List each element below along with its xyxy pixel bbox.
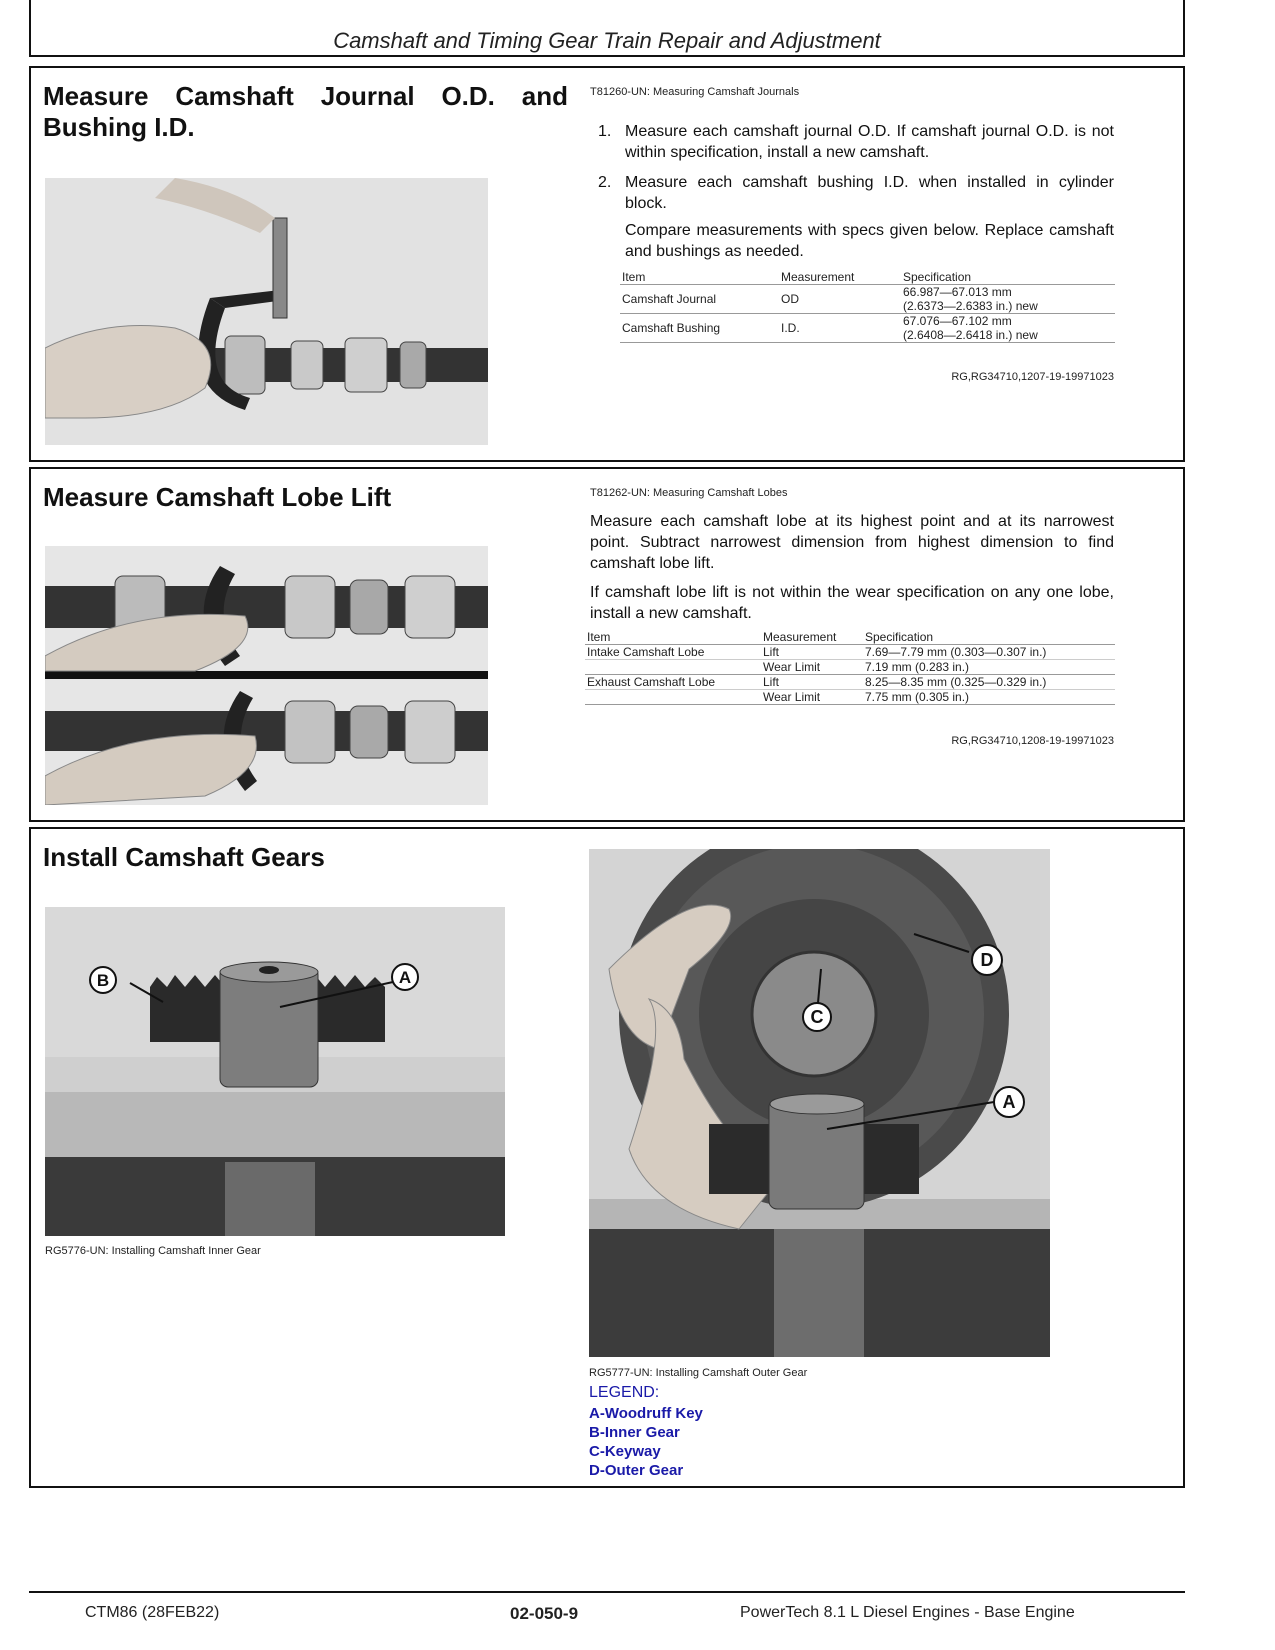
journal-steps [592,121,1114,262]
table-cell-measurement: Lift [763,675,780,689]
table-row [585,645,1115,660]
journal-ref-code: RG,RG34710,1207-19-19971023 [951,371,1114,383]
camshaft-lobe-photo [45,546,488,805]
camshaft-journal-photo [45,178,488,445]
table-cell-spec: 7.69—7.79 mm (0.303—0.307 in.) [865,645,1047,659]
table-row [620,314,1115,343]
table-cell-item: Camshaft Bushing [622,321,721,335]
lobe-spec-table [585,630,1115,705]
table-header-cell: Item [622,270,646,284]
callout-c: C [810,1007,824,1027]
table-header-row [620,270,1115,285]
table-cell-item: Exhaust Camshaft Lobe [587,675,716,689]
table-cell-item [585,690,761,705]
table-cell-measurement: OD [781,292,799,306]
footer-page-number: 02-050-9 [510,1604,579,1623]
lobe-para-2: If camshaft lobe lift is not within the wear specification on any one lobe, install a new camshaft. [590,584,1114,622]
journal-compare-text: Compare measurements with specs given below. Replace camshaft and bushings as needed. [625,222,1114,260]
inner-gear-photo [45,907,505,1236]
table-header-cell: Measurement [763,630,837,644]
table-row [585,660,1115,675]
lobe-photo-caption: T81262-UN: Measuring Camshaft Lobes [590,487,788,499]
spec-line: (2.6408—2.6418 in.) new [903,328,1038,342]
table-cell-spec: 7.75 mm (0.305 in.) [865,690,970,704]
table-cell-measurement: Wear Limit [763,690,821,704]
table-row [585,675,1115,690]
callout-a-outer: A [1002,1092,1016,1112]
table-header-cell: Measurement [781,270,855,284]
table-cell-spec: 7.19 mm (0.283 in.) [865,660,970,674]
footer-doc-id: CTM86 (28FEB22) [85,1604,220,1621]
outer-gear-caption: RG5777-UN: Installing Camshaft Outer Gear [589,1367,808,1379]
lobe-title: Measure Camshaft Lobe Lift [43,482,392,512]
step-number: 1. [598,123,612,140]
callout-a: A [398,968,412,987]
lobe-para-1: Measure each camshaft lobe at its highest point and at its narrowest point. Subtract narrowest dimension from highest dimension to find camshaft lobe lift. [590,513,1114,572]
journal-photo-caption: T81260-UN: Measuring Camshaft Journals [590,86,800,98]
table-cell-item: Intake Camshaft Lobe [587,645,705,659]
callout-b: B [96,971,110,990]
step-text: Measure each camshaft bushing I.D. when installed in cylinder block. [625,174,1114,212]
spec-line: 66.987—67.013 mm [903,285,1012,299]
legend-item: C-Keyway [589,1443,661,1460]
table-cell-measurement: Wear Limit [763,660,821,674]
legend-title: LEGEND: [589,1384,660,1401]
journal-step-2 [592,172,1114,214]
table-cell-item: Camshaft Journal [622,292,717,306]
table-header-cell: Specification [865,630,934,644]
table-row [585,690,1115,705]
journal-step-1 [592,121,1114,163]
journal-spec-table [620,270,1115,343]
callout-d: D [980,950,994,970]
legend-item: B-Inner Gear [589,1424,680,1441]
spec-line: (2.6373—2.6383 in.) new [903,299,1038,313]
table-cell-spec [901,285,1115,314]
footer-divider [29,1591,1185,1593]
page-header-title: Camshaft and Timing Gear Train Repair and Adjustment [333,28,881,53]
table-header-cell: Specification [903,270,972,284]
footer-manual-title: PowerTech 8.1 L Diesel Engines - Base Engine [740,1604,1075,1621]
inner-gear-caption: RG5776-UN: Installing Camshaft Inner Gear [45,1245,261,1257]
step-number: 2. [598,174,612,191]
journal-title-line1: Measure Camshaft Journal O.D. and [43,81,568,111]
table-header-cell: Item [587,630,611,644]
table-cell-item [585,660,761,675]
table-cell-measurement: Lift [763,645,780,659]
legend-list [589,1404,703,1480]
journal-title-line2: Bushing I.D. [43,112,195,142]
legend-item: D-Outer Gear [589,1462,684,1479]
outer-gear-photo [589,849,1050,1357]
table-cell-spec: 8.25—8.35 mm (0.325—0.329 in.) [865,675,1047,689]
table-header-row [585,630,1115,645]
table-cell-spec [901,314,1115,343]
step-text: Measure each camshaft journal O.D. If camshaft journal O.D. is not within specification, install a new camshaft. [625,123,1114,161]
table-row [620,285,1115,314]
gears-title: Install Camshaft Gears [43,842,325,872]
spec-line: 67.076—67.102 mm [903,314,1012,328]
lobe-ref-code: RG,RG34710,1208-19-19971023 [951,735,1114,747]
table-cell-measurement: I.D. [781,321,800,335]
legend-item: A-Woodruff Key [589,1405,703,1422]
